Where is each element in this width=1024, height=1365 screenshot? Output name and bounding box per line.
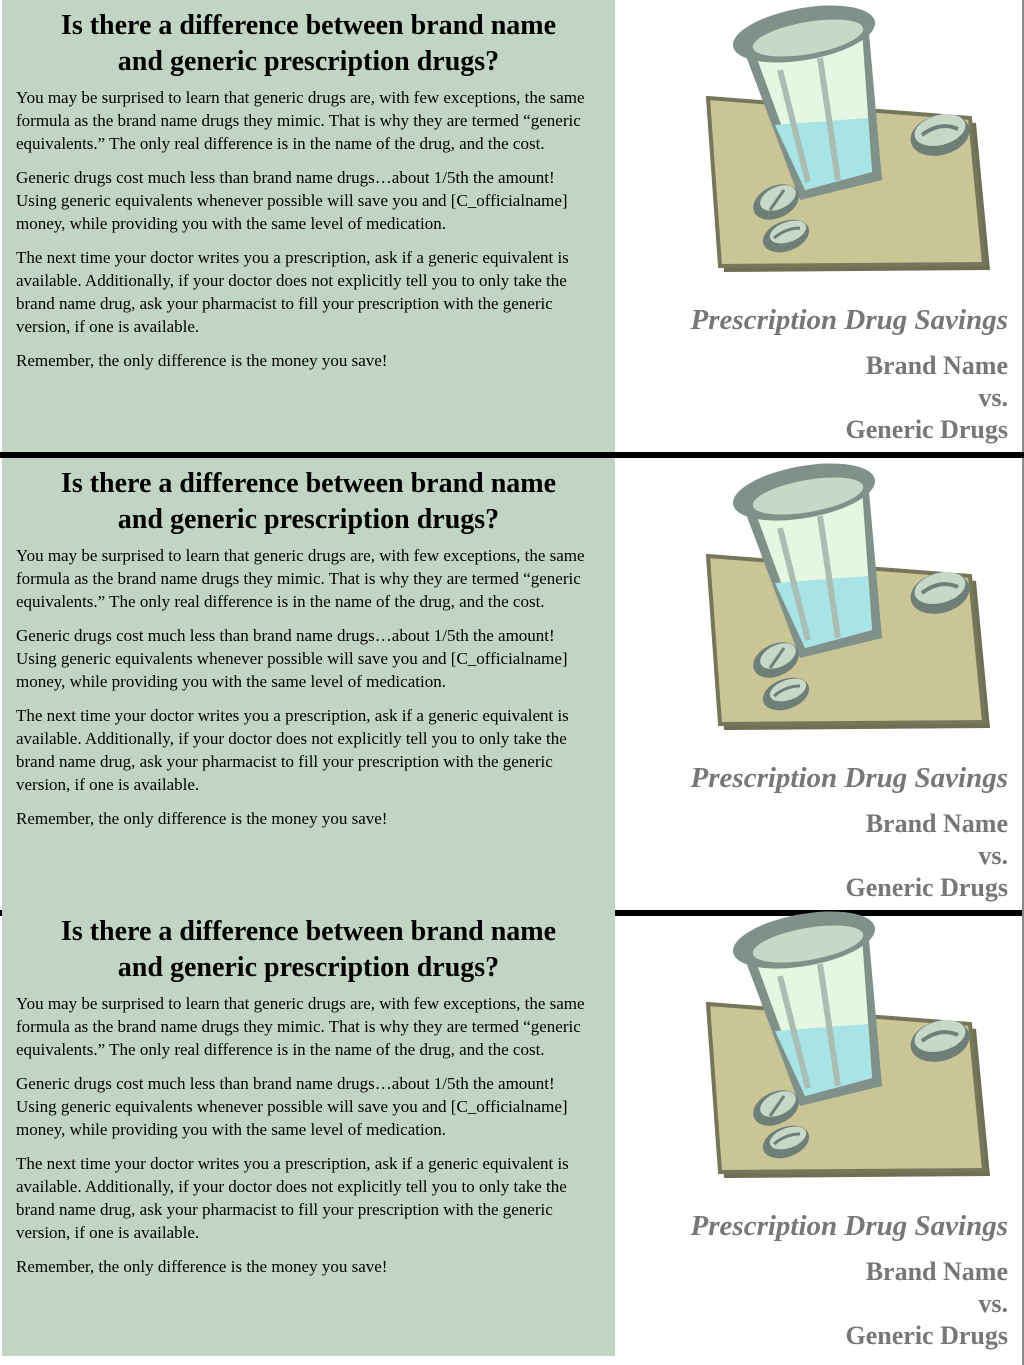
paragraph: Generic drugs cost much less than brand name drugs…about 1/5th the amount! Using generic equivalents whenever possible will save you and [C_officialname] money, while providing you with the same level of medication. (16, 168, 568, 233)
body-text (2, 992, 615, 1278)
paragraph: Remember, the only difference is the money you save! (16, 809, 388, 828)
paragraph: Remember, the only difference is the money you save! (16, 351, 388, 370)
promo-heading (691, 300, 1008, 446)
promo-line-vs: vs. (978, 383, 1008, 412)
promo-line-generic: Generic Drugs (845, 873, 1008, 902)
paragraph: The next time your doctor writes you a prescription, ask if a generic equivalent is available. Additionally, if your doctor does not explicitly tell you to only take the brand name drug, ask your pharmacist to fill your prescription with the generic version, if one is available. (16, 1154, 569, 1242)
paragraph: Generic drugs cost much less than brand name drugs…about 1/5th the amount! Using generic equivalents whenever possible will save you and [C_officialname] money, while providing you with the same level of medication. (16, 1074, 568, 1139)
flyer-panel (0, 458, 1024, 910)
title-line-2: and generic prescription drugs? (117, 46, 500, 77)
flyer-panel (0, 906, 1024, 1365)
panel-title (2, 8, 615, 80)
promo-line-vs: vs. (978, 1289, 1008, 1318)
body-text (2, 544, 615, 830)
medicine-glass-illustration (690, 458, 1010, 738)
promo-line-brand: Brand Name (865, 351, 1008, 380)
panel-title (2, 914, 615, 986)
flyer-panel (0, 0, 1024, 452)
paragraph: Remember, the only difference is the money you save! (16, 1257, 388, 1276)
paragraph: You may be surprised to learn that generic drugs are, with few exceptions, the same formula as the brand name drugs they mimic. That is why they are termed “generic equivalents.” The only real difference is in the name of the drug, and the cost. (16, 994, 585, 1059)
body-text (2, 86, 615, 372)
paragraph: You may be surprised to learn that generic drugs are, with few exceptions, the same formula as the brand name drugs they mimic. That is why they are termed “generic equivalents.” The only real difference is in the name of the drug, and the cost. (16, 546, 585, 611)
paragraph: You may be surprised to learn that generic drugs are, with few exceptions, the same formula as the brand name drugs they mimic. That is why they are termed “generic equivalents.” The only real difference is in the name of the drug, and the cost. (16, 88, 585, 153)
title-line-1: Is there a difference between brand name (60, 468, 557, 499)
promo-title: Prescription Drug Savings (690, 1210, 1008, 1242)
info-box (2, 906, 615, 1356)
title-line-1: Is there a difference between brand name (60, 916, 557, 947)
title-line-2: and generic prescription drugs? (117, 504, 500, 535)
promo-line-vs: vs. (978, 841, 1008, 870)
promo-title: Prescription Drug Savings (690, 304, 1008, 336)
promo-line-generic: Generic Drugs (845, 1321, 1008, 1350)
medicine-glass-illustration (690, 0, 1010, 280)
promo-heading (691, 1206, 1008, 1352)
title-line-1: Is there a difference between brand name (60, 10, 557, 41)
promo-heading (691, 758, 1008, 904)
panel-title (2, 466, 615, 538)
paragraph: The next time your doctor writes you a prescription, ask if a generic equivalent is available. Additionally, if your doctor does not explicitly tell you to only take the brand name drug, ask your pharmacist to fill your prescription with the generic version, if one is available. (16, 248, 569, 336)
promo-line-generic: Generic Drugs (845, 415, 1008, 444)
info-box (2, 458, 615, 910)
promo-line-brand: Brand Name (865, 809, 1008, 838)
medicine-glass-illustration (690, 906, 1010, 1186)
info-box (2, 0, 615, 452)
paragraph: Generic drugs cost much less than brand name drugs…about 1/5th the amount! Using generic equivalents whenever possible will save you and [C_officialname] money, while providing you with the same level of medication. (16, 626, 568, 691)
paragraph: The next time your doctor writes you a prescription, ask if a generic equivalent is available. Additionally, if your doctor does not explicitly tell you to only take the brand name drug, ask your pharmacist to fill your prescription with the generic version, if one is available. (16, 706, 569, 794)
promo-line-brand: Brand Name (865, 1257, 1008, 1286)
promo-title: Prescription Drug Savings (690, 762, 1008, 794)
title-line-2: and generic prescription drugs? (117, 952, 500, 983)
